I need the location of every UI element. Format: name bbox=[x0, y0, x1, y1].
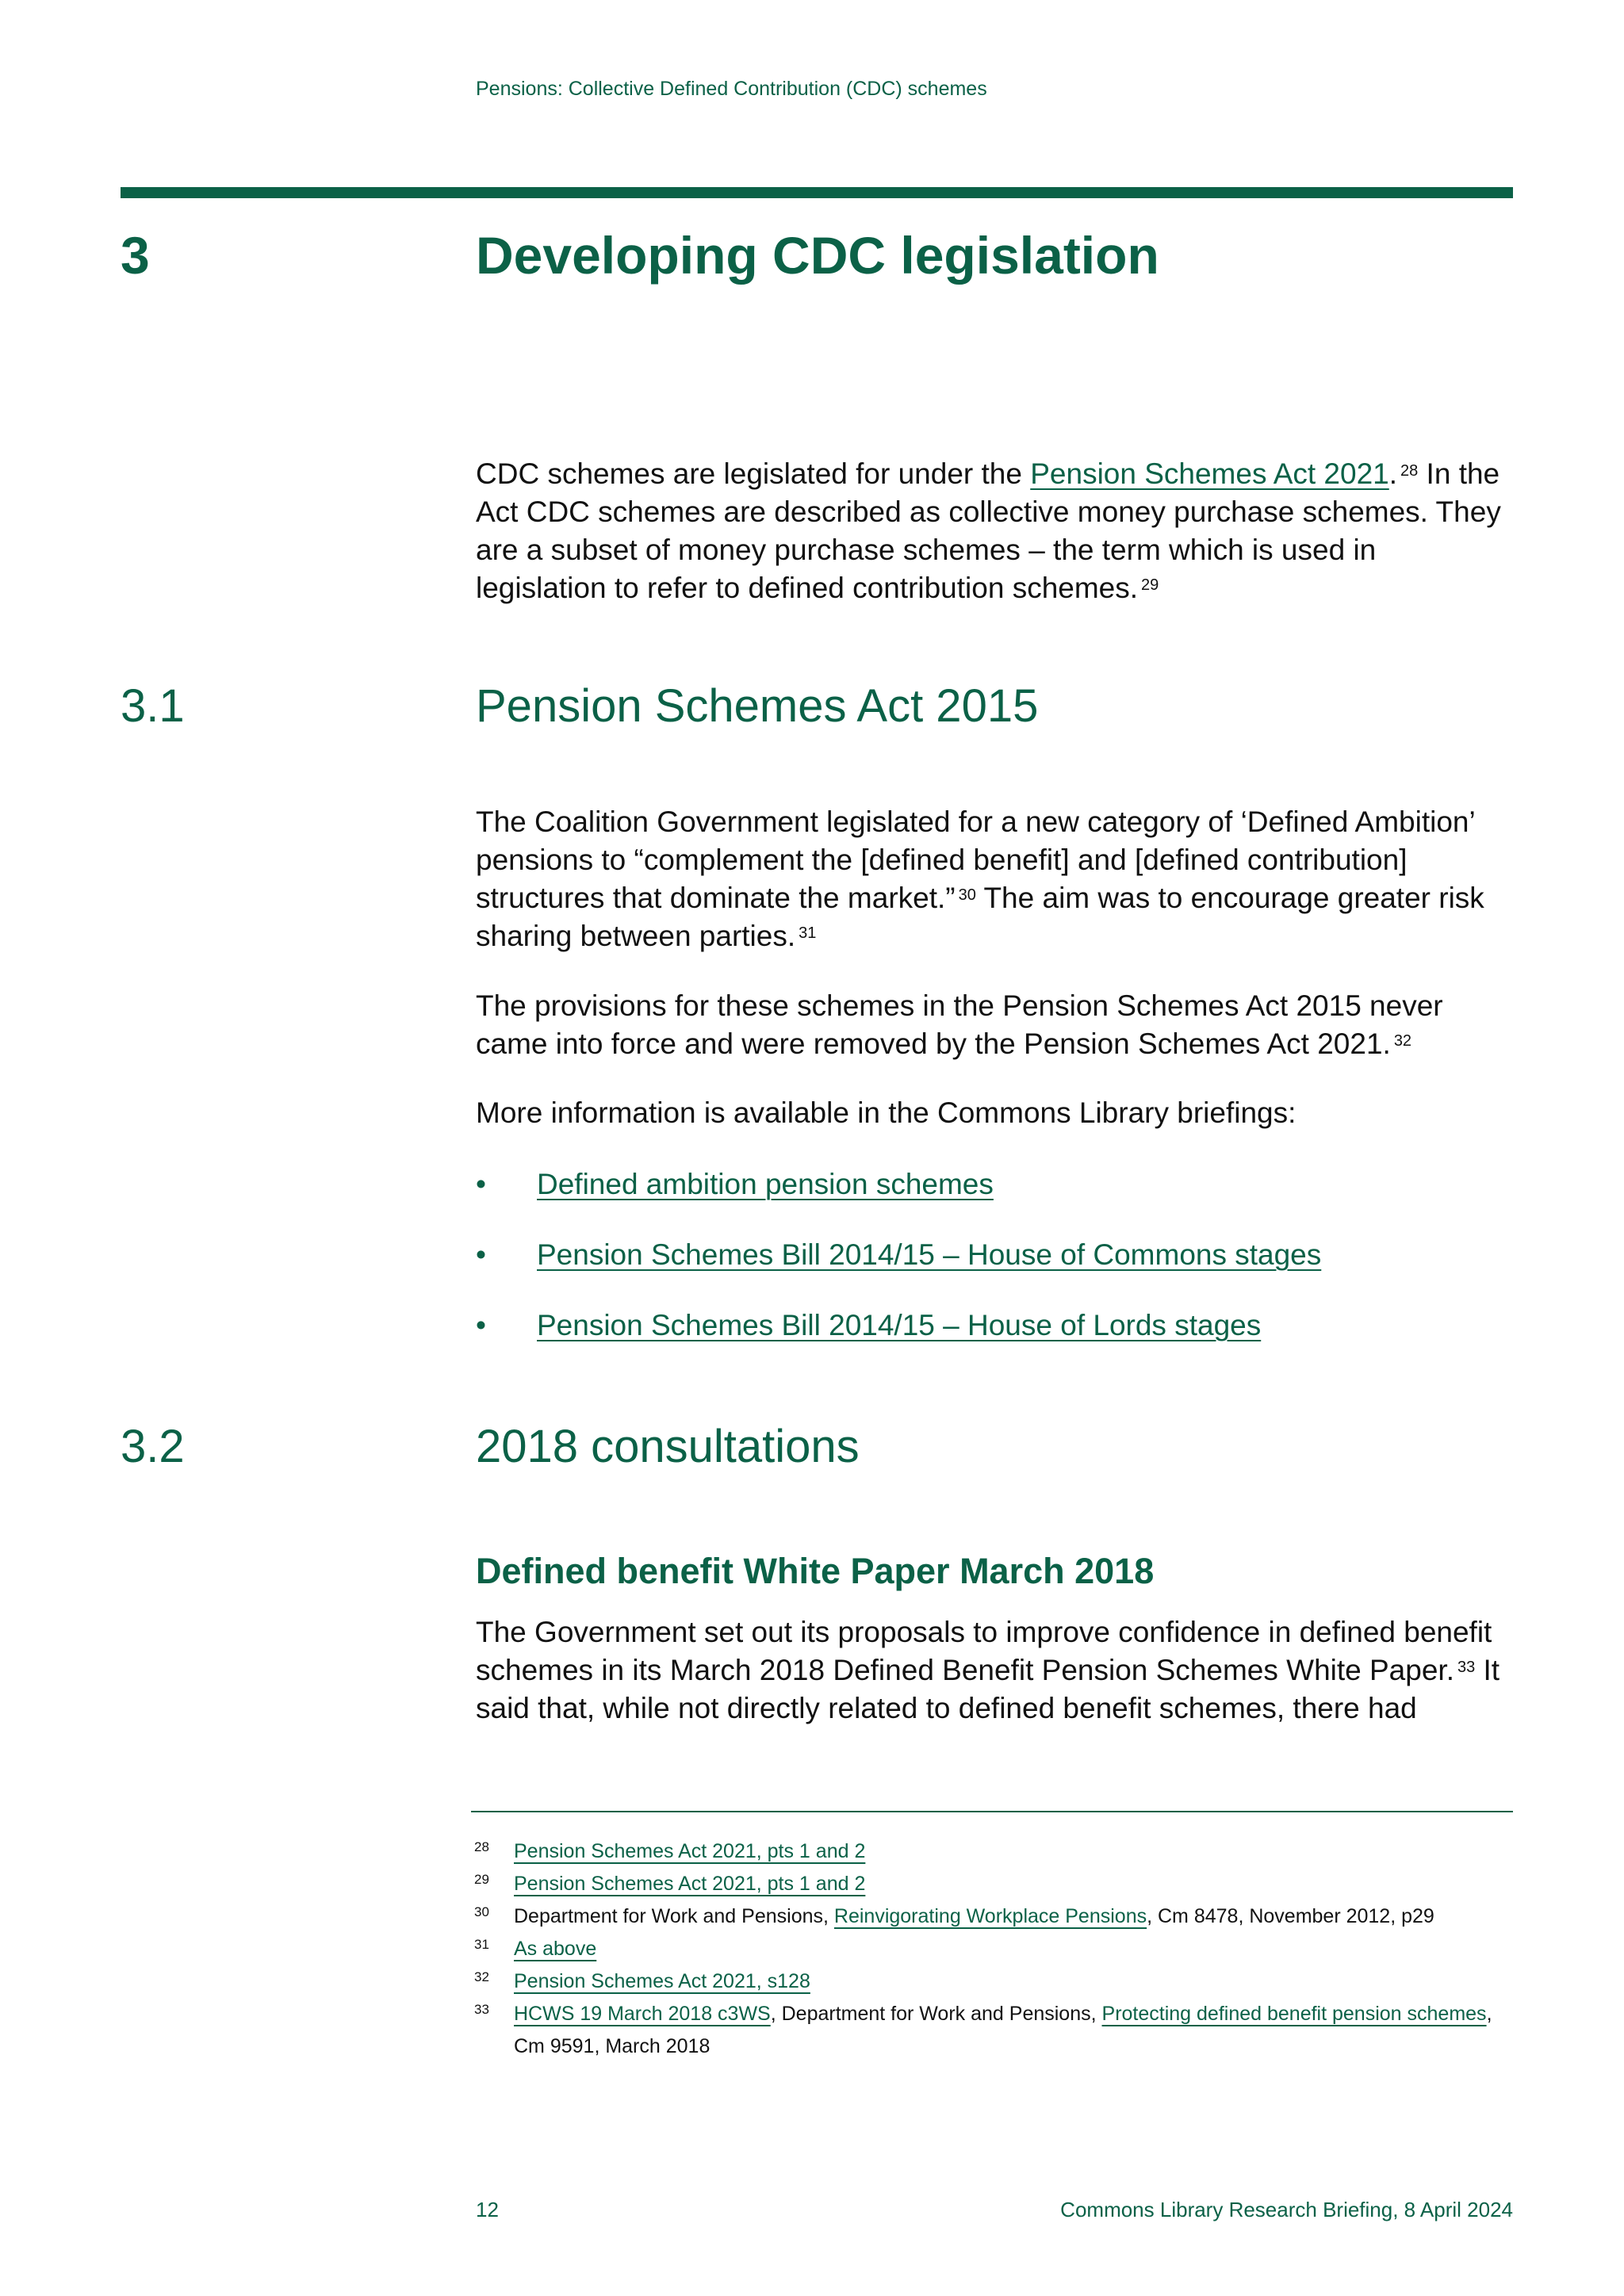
footnote-28-link[interactable]: Pension Schemes Act 2021, pts 1 and 2 bbox=[514, 1840, 866, 1862]
footnote-number: 33 bbox=[474, 2002, 489, 2017]
footnote-number: 30 bbox=[474, 1904, 489, 1919]
footnote-31-link[interactable]: As above bbox=[514, 1938, 597, 1960]
list-item bbox=[476, 1165, 1515, 1236]
footnote-ref-33[interactable]: 33 bbox=[1457, 1659, 1476, 1676]
footnote-ref-29[interactable]: 29 bbox=[1141, 576, 1159, 594]
hcws-link[interactable]: HCWS 19 March 2018 c3WS bbox=[514, 2003, 771, 2025]
footnote-ref-30[interactable]: 30 bbox=[958, 886, 976, 904]
footnote-ref-31[interactable]: 31 bbox=[799, 924, 817, 942]
section-3-1-title: Pension Schemes Act 2015 bbox=[476, 680, 1039, 732]
bullet-icon: • bbox=[476, 1309, 486, 1341]
intro-text-2: . bbox=[1388, 457, 1398, 490]
s31-p1-text-1: The Coalition Government legislated for a new category of ‘Defined Ambition’ pensions to “complement the [defined benefit] and [defined contribution] structures that dominate the market.” bbox=[476, 806, 1475, 914]
footnote-ref-28[interactable]: 28 bbox=[1400, 462, 1419, 480]
commons-stages-link[interactable]: Pension Schemes Bill 2014/15 – House of Commons stages bbox=[537, 1238, 1322, 1271]
footnote-33-text-1: , Department for Work and Pensions, bbox=[770, 2003, 1102, 2025]
footnote-32 bbox=[474, 1965, 1515, 1998]
section-3-1-paragraph-3: More information is available in the Commons Library briefings: bbox=[476, 1096, 1297, 1129]
intro-text-1: CDC schemes are legislated for under the bbox=[476, 457, 1031, 490]
intro-text-3: In the Act CDC schemes are described as collective money purchase schemes. They are a subset of money purchase schemes – the term which is used in legislation to refer to defined contribution schemes. bbox=[476, 457, 1501, 604]
white-paper-subheading: Defined benefit White Paper March 2018 bbox=[476, 1551, 1155, 1591]
s32-p1-text-1: The Government set out its proposals to improve confidence in defined benefit schemes in its March 2018 Defined Benefit Pension Schemes White Paper. bbox=[476, 1616, 1492, 1686]
footnotes bbox=[474, 1835, 1515, 2063]
bullet-icon: • bbox=[476, 1168, 486, 1200]
footnote-32-link[interactable]: Pension Schemes Act 2021, s128 bbox=[514, 1970, 810, 1992]
footnote-29 bbox=[474, 1868, 1515, 1900]
publication-footer: Commons Library Research Briefing, 8 April 2024 bbox=[1060, 2198, 1513, 2221]
pension-schemes-act-2021-link[interactable]: Pension Schemes Act 2021 bbox=[1030, 457, 1389, 490]
section-3-2-title: 2018 consultations bbox=[476, 1421, 860, 1472]
footnote-33-text-2: , Cm 9591, March 2018 bbox=[514, 2003, 1492, 2057]
footnote-31 bbox=[474, 1933, 1515, 1965]
running-head: Pensions: Collective Defined Contribution (CDC) schemes bbox=[476, 78, 987, 100]
footnote-ref-32[interactable]: 32 bbox=[1393, 1032, 1412, 1050]
s31-p2-text-1: The provisions for these schemes in the Pension Schemes Act 2015 never came into force and were removed by the Pension Schemes Act 2021. bbox=[476, 989, 1443, 1060]
footnote-separator bbox=[471, 1811, 1513, 1812]
list-item bbox=[476, 1307, 1515, 1377]
chapter-intro-paragraph bbox=[476, 455, 1515, 607]
s31-p1-text-2: The aim was to encourage greater risk sharing between parties. bbox=[476, 882, 1484, 952]
briefings-link-list bbox=[476, 1165, 1515, 1377]
chapter-number: 3 bbox=[121, 226, 150, 285]
bullet-icon: • bbox=[476, 1238, 486, 1271]
section-3-1-paragraph-2 bbox=[476, 987, 1515, 1063]
footnote-number: 31 bbox=[474, 1937, 489, 1952]
top-rule bbox=[121, 187, 1513, 198]
section-3-2-number: 3.2 bbox=[121, 1421, 185, 1472]
reinvigorating-workplace-pensions-link[interactable]: Reinvigorating Workplace Pensions bbox=[833, 1905, 1147, 1927]
list-item bbox=[476, 1236, 1515, 1307]
footnote-number: 28 bbox=[474, 1839, 489, 1854]
section-3-2-paragraph-1 bbox=[476, 1613, 1515, 1728]
s32-p1-text-2: It said that, while not directly related to defined benefit schemes, there had bbox=[476, 1654, 1500, 1724]
lords-stages-link[interactable]: Pension Schemes Bill 2014/15 – House of Lords stages bbox=[537, 1309, 1262, 1341]
page-number: 12 bbox=[476, 2198, 499, 2221]
footnote-30 bbox=[474, 1900, 1515, 1933]
section-3-1-paragraph-1 bbox=[476, 803, 1515, 955]
chapter-title: Developing CDC legislation bbox=[476, 226, 1159, 285]
footnote-number: 29 bbox=[474, 1872, 489, 1887]
footnote-33 bbox=[474, 1998, 1515, 2063]
defined-ambition-link[interactable]: Defined ambition pension schemes bbox=[537, 1168, 994, 1200]
footnote-30-text-1: Department for Work and Pensions, bbox=[514, 1905, 834, 1927]
footnote-29-link[interactable]: Pension Schemes Act 2021, pts 1 and 2 bbox=[514, 1873, 866, 1895]
section-3-1-number: 3.1 bbox=[121, 680, 185, 732]
protecting-db-schemes-link[interactable]: Protecting defined benefit pension schemes bbox=[1101, 2003, 1487, 2025]
footnote-30-text-2: , Cm 8478, November 2012, p29 bbox=[1147, 1905, 1434, 1927]
footnote-number: 32 bbox=[474, 1969, 489, 1984]
footnote-28 bbox=[474, 1835, 1515, 1868]
